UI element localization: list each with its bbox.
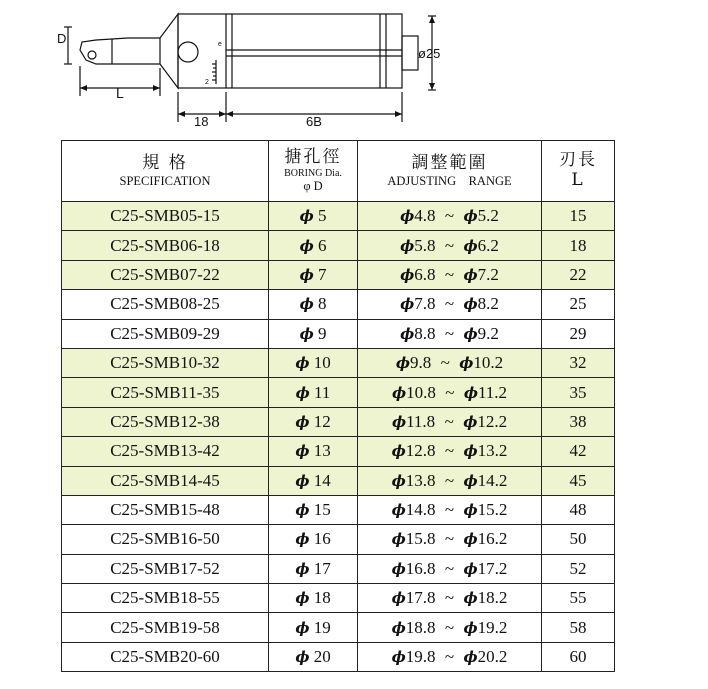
header-boring-sym: φ D [303,179,323,194]
cell-diameter [269,437,358,466]
phi-symbol: ϕ [400,295,415,314]
table-row [62,613,615,642]
cell-spec: C25-SMB10-32 [62,348,269,377]
range-min: 11.8 [406,411,436,431]
cell-diameter [269,378,358,407]
range-min: 7.8 [414,294,436,314]
range-max: 14.2 [477,470,508,490]
cell-spec: C25-SMB19-58 [62,613,269,642]
cell-length: 55 [542,584,615,613]
cell-spec: C25-SMB06-18 [62,231,269,260]
table-row [62,437,615,466]
dim-68: 6B [306,114,322,129]
cell-diameter [269,525,358,554]
diameter-value: 13 [313,441,331,461]
phi-symbol: ϕ [295,618,310,637]
header-boring-zh: 搪孔徑 [284,147,342,168]
table-row [62,290,615,319]
range-max: 5.2 [477,206,499,226]
cell-length: 32 [542,348,615,377]
phi-symbol: ϕ [400,265,415,284]
phi-symbol: ϕ [295,648,310,667]
header-blade-sym: L [571,170,585,190]
cell-range [358,525,542,554]
phi-symbol: ϕ [463,383,478,402]
cell-range [358,231,542,260]
header-adjust-en: ADJUSTING RANGE [387,173,512,188]
cell-diameter [269,466,358,495]
table-header-row [62,141,615,202]
phi-symbol: ϕ [463,412,478,431]
range-max: 13.2 [477,441,508,461]
phi-symbol: ϕ [295,559,310,578]
phi-symbol: ϕ [295,442,310,461]
header-blade-zh: 刃長 [559,150,597,171]
cell-spec: C25-SMB13-42 [62,437,269,466]
range-tilde: ~ [444,588,455,608]
tool-drawing [0,0,708,135]
phi-symbol: ϕ [295,412,310,431]
diameter-value: 14 [313,470,331,490]
cell-length: 50 [542,525,615,554]
phi-symbol: ϕ [463,324,478,343]
diameter-value: 18 [313,588,331,608]
phi-symbol: ϕ [391,530,406,549]
cell-length: 29 [542,319,615,348]
header-spec [62,141,269,202]
label-d: D [57,31,67,46]
range-min: 4.8 [414,206,436,226]
cell-diameter [269,231,358,260]
phi-symbol: ϕ [295,589,310,608]
phi-symbol: ϕ [391,559,406,578]
cell-spec: C25-SMB12-38 [62,407,269,436]
cell-diameter [269,348,358,377]
cell-range [358,613,542,642]
range-max: 19.2 [477,617,508,637]
range-min: 18.8 [405,617,436,637]
range-max: 10.2 [473,353,504,373]
diameter-value: 8 [317,294,327,314]
header-adjust [358,141,542,202]
table-body [62,202,615,672]
range-min: 9.8 [410,353,432,373]
cell-range [358,290,542,319]
cell-diameter [269,495,358,524]
table-row [62,584,615,613]
phi-symbol: ϕ [391,501,406,520]
phi-symbol: ϕ [299,265,314,284]
cell-spec: C25-SMB18-55 [62,584,269,613]
cell-range [358,260,542,289]
cell-diameter [269,202,358,231]
phi-symbol: ϕ [295,383,310,402]
scale-mark-top: e [218,41,222,48]
phi-symbol: ϕ [391,383,407,402]
diameter-value: 16 [313,529,331,549]
range-tilde: ~ [444,470,455,490]
cell-spec: C25-SMB20-60 [62,642,269,671]
cell-length: 25 [542,290,615,319]
cell-range [358,584,542,613]
phi-symbol: ϕ [299,295,314,314]
phi-symbol: ϕ [463,236,478,255]
range-tilde: ~ [444,617,455,637]
range-min: 10.8 [406,382,436,402]
phi-symbol: ϕ [395,354,410,373]
cell-diameter [269,319,358,348]
range-min: 12.8 [405,441,436,461]
phi-symbol: ϕ [463,442,478,461]
phi-symbol: ϕ [391,589,406,608]
phi-symbol: ϕ [463,471,478,490]
cell-range [358,319,542,348]
range-min: 13.8 [405,470,436,490]
table-row [62,407,615,436]
range-min: 17.8 [405,588,436,608]
range-min: 5.8 [414,235,436,255]
phi-symbol: ϕ [400,207,415,226]
diameter-value: 12 [313,411,331,431]
table-row [62,554,615,583]
table-row [62,378,615,407]
range-max: 7.2 [477,264,499,284]
phi-symbol: ϕ [391,471,406,490]
cell-spec: C25-SMB15-48 [62,495,269,524]
cell-range [358,495,542,524]
range-tilde: ~ [444,323,455,343]
cell-spec: C25-SMB16-50 [62,525,269,554]
phi-symbol: ϕ [391,442,406,461]
cell-spec: C25-SMB14-45 [62,466,269,495]
spec-table [61,140,615,672]
diameter-value: 5 [317,206,327,226]
range-tilde: ~ [440,353,450,373]
phi-symbol: ϕ [463,501,478,520]
diameter-value: 11 [314,382,331,402]
cell-range [358,466,542,495]
phi-symbol: ϕ [463,589,478,608]
header-spec-zh: 規 格 [142,153,188,174]
range-min: 15.8 [405,529,436,549]
phi-symbol: ϕ [391,412,407,431]
range-tilde: ~ [444,411,454,431]
diameter-value: 20 [313,647,331,667]
diameter-value: 6 [317,235,327,255]
range-tilde: ~ [444,647,455,667]
phi-symbol: ϕ [400,236,415,255]
cell-diameter [269,407,358,436]
cell-length: 15 [542,202,615,231]
phi-symbol: ϕ [295,530,310,549]
phi-symbol: ϕ [391,648,406,667]
header-boring-en: BORING Dia. [284,167,342,179]
range-tilde: ~ [444,206,455,226]
dim-18: 18 [194,114,209,129]
phi-symbol: ϕ [463,530,478,549]
diameter-value: 19 [313,617,331,637]
cell-range [358,378,542,407]
table-row [62,202,615,231]
header-spec-en: SPECIFICATION [119,173,211,188]
range-max: 12.2 [477,411,508,431]
cell-length: 60 [542,642,615,671]
cell-spec: C25-SMB17-52 [62,554,269,583]
range-max: 17.2 [477,558,508,578]
cell-range [358,407,542,436]
range-max: 6.2 [477,235,499,255]
range-max: 11.2 [477,382,508,402]
phi-symbol: ϕ [463,559,478,578]
range-tilde: ~ [444,500,455,520]
range-max: 16.2 [477,529,508,549]
table-row [62,495,615,524]
phi-symbol: ϕ [299,207,314,226]
cell-diameter [269,290,358,319]
diameter-value: 7 [317,264,327,284]
range-max: 15.2 [477,500,508,520]
cell-range [358,554,542,583]
phi-symbol: ϕ [295,471,310,490]
phi-symbol: ϕ [459,354,474,373]
phi-symbol: ϕ [299,324,314,343]
cell-spec: C25-SMB08-25 [62,290,269,319]
cell-range [358,202,542,231]
range-tilde: ~ [445,382,455,402]
cell-length: 38 [542,407,615,436]
cell-range [358,348,542,377]
table-row [62,319,615,348]
table-row [62,642,615,671]
diameter-value: 17 [313,558,331,578]
phi-symbol: ϕ [463,295,478,314]
label-l: L [116,85,124,101]
header-blade [542,141,615,202]
range-tilde: ~ [444,558,455,578]
diameter-value: 9 [317,323,327,343]
diameter-value: 15 [313,500,331,520]
range-tilde: ~ [444,264,455,284]
cell-length: 22 [542,260,615,289]
dim-25: ø25 [418,46,441,61]
header-adjust-zh: 調整範圍 [411,153,488,174]
cell-length: 48 [542,495,615,524]
phi-symbol: ϕ [400,324,415,343]
cell-spec: C25-SMB05-15 [62,202,269,231]
phi-symbol: ϕ [295,354,310,373]
cell-length: 42 [542,437,615,466]
range-max: 9.2 [477,323,499,343]
cell-diameter [269,260,358,289]
table-row [62,260,615,289]
range-max: 20.2 [477,647,508,667]
table-row [62,466,615,495]
phi-symbol: ϕ [463,618,478,637]
cell-spec: C25-SMB11-35 [62,378,269,407]
table-row [62,525,615,554]
phi-symbol: ϕ [463,207,478,226]
cell-range [358,437,542,466]
range-tilde: ~ [444,529,455,549]
table-row [62,231,615,260]
cell-length: 18 [542,231,615,260]
range-max: 8.2 [477,294,499,314]
cell-spec: C25-SMB09-29 [62,319,269,348]
phi-symbol: ϕ [391,618,406,637]
range-min: 14.8 [405,500,436,520]
table-row [62,348,615,377]
cell-diameter [269,584,358,613]
phi-symbol: ϕ [295,501,310,520]
cell-diameter [269,642,358,671]
cell-diameter [269,554,358,583]
cell-spec: C25-SMB07-22 [62,260,269,289]
header-boring [269,141,358,202]
cell-range [358,642,542,671]
phi-symbol: ϕ [463,265,478,284]
phi-symbol: ϕ [463,648,478,667]
range-max: 18.2 [477,588,508,608]
cell-length: 45 [542,466,615,495]
diameter-value: 10 [313,353,331,373]
cell-diameter [269,613,358,642]
range-min: 16.8 [405,558,436,578]
cell-length: 35 [542,378,615,407]
range-tilde: ~ [444,235,455,255]
phi-symbol: ϕ [299,236,314,255]
range-tilde: ~ [444,441,455,461]
range-min: 8.8 [414,323,436,343]
cell-length: 58 [542,613,615,642]
range-min: 6.8 [414,264,436,284]
cell-length: 52 [542,554,615,583]
scale-mark-bottom: 2 [205,79,209,86]
range-min: 19.8 [405,647,436,667]
range-tilde: ~ [444,294,455,314]
